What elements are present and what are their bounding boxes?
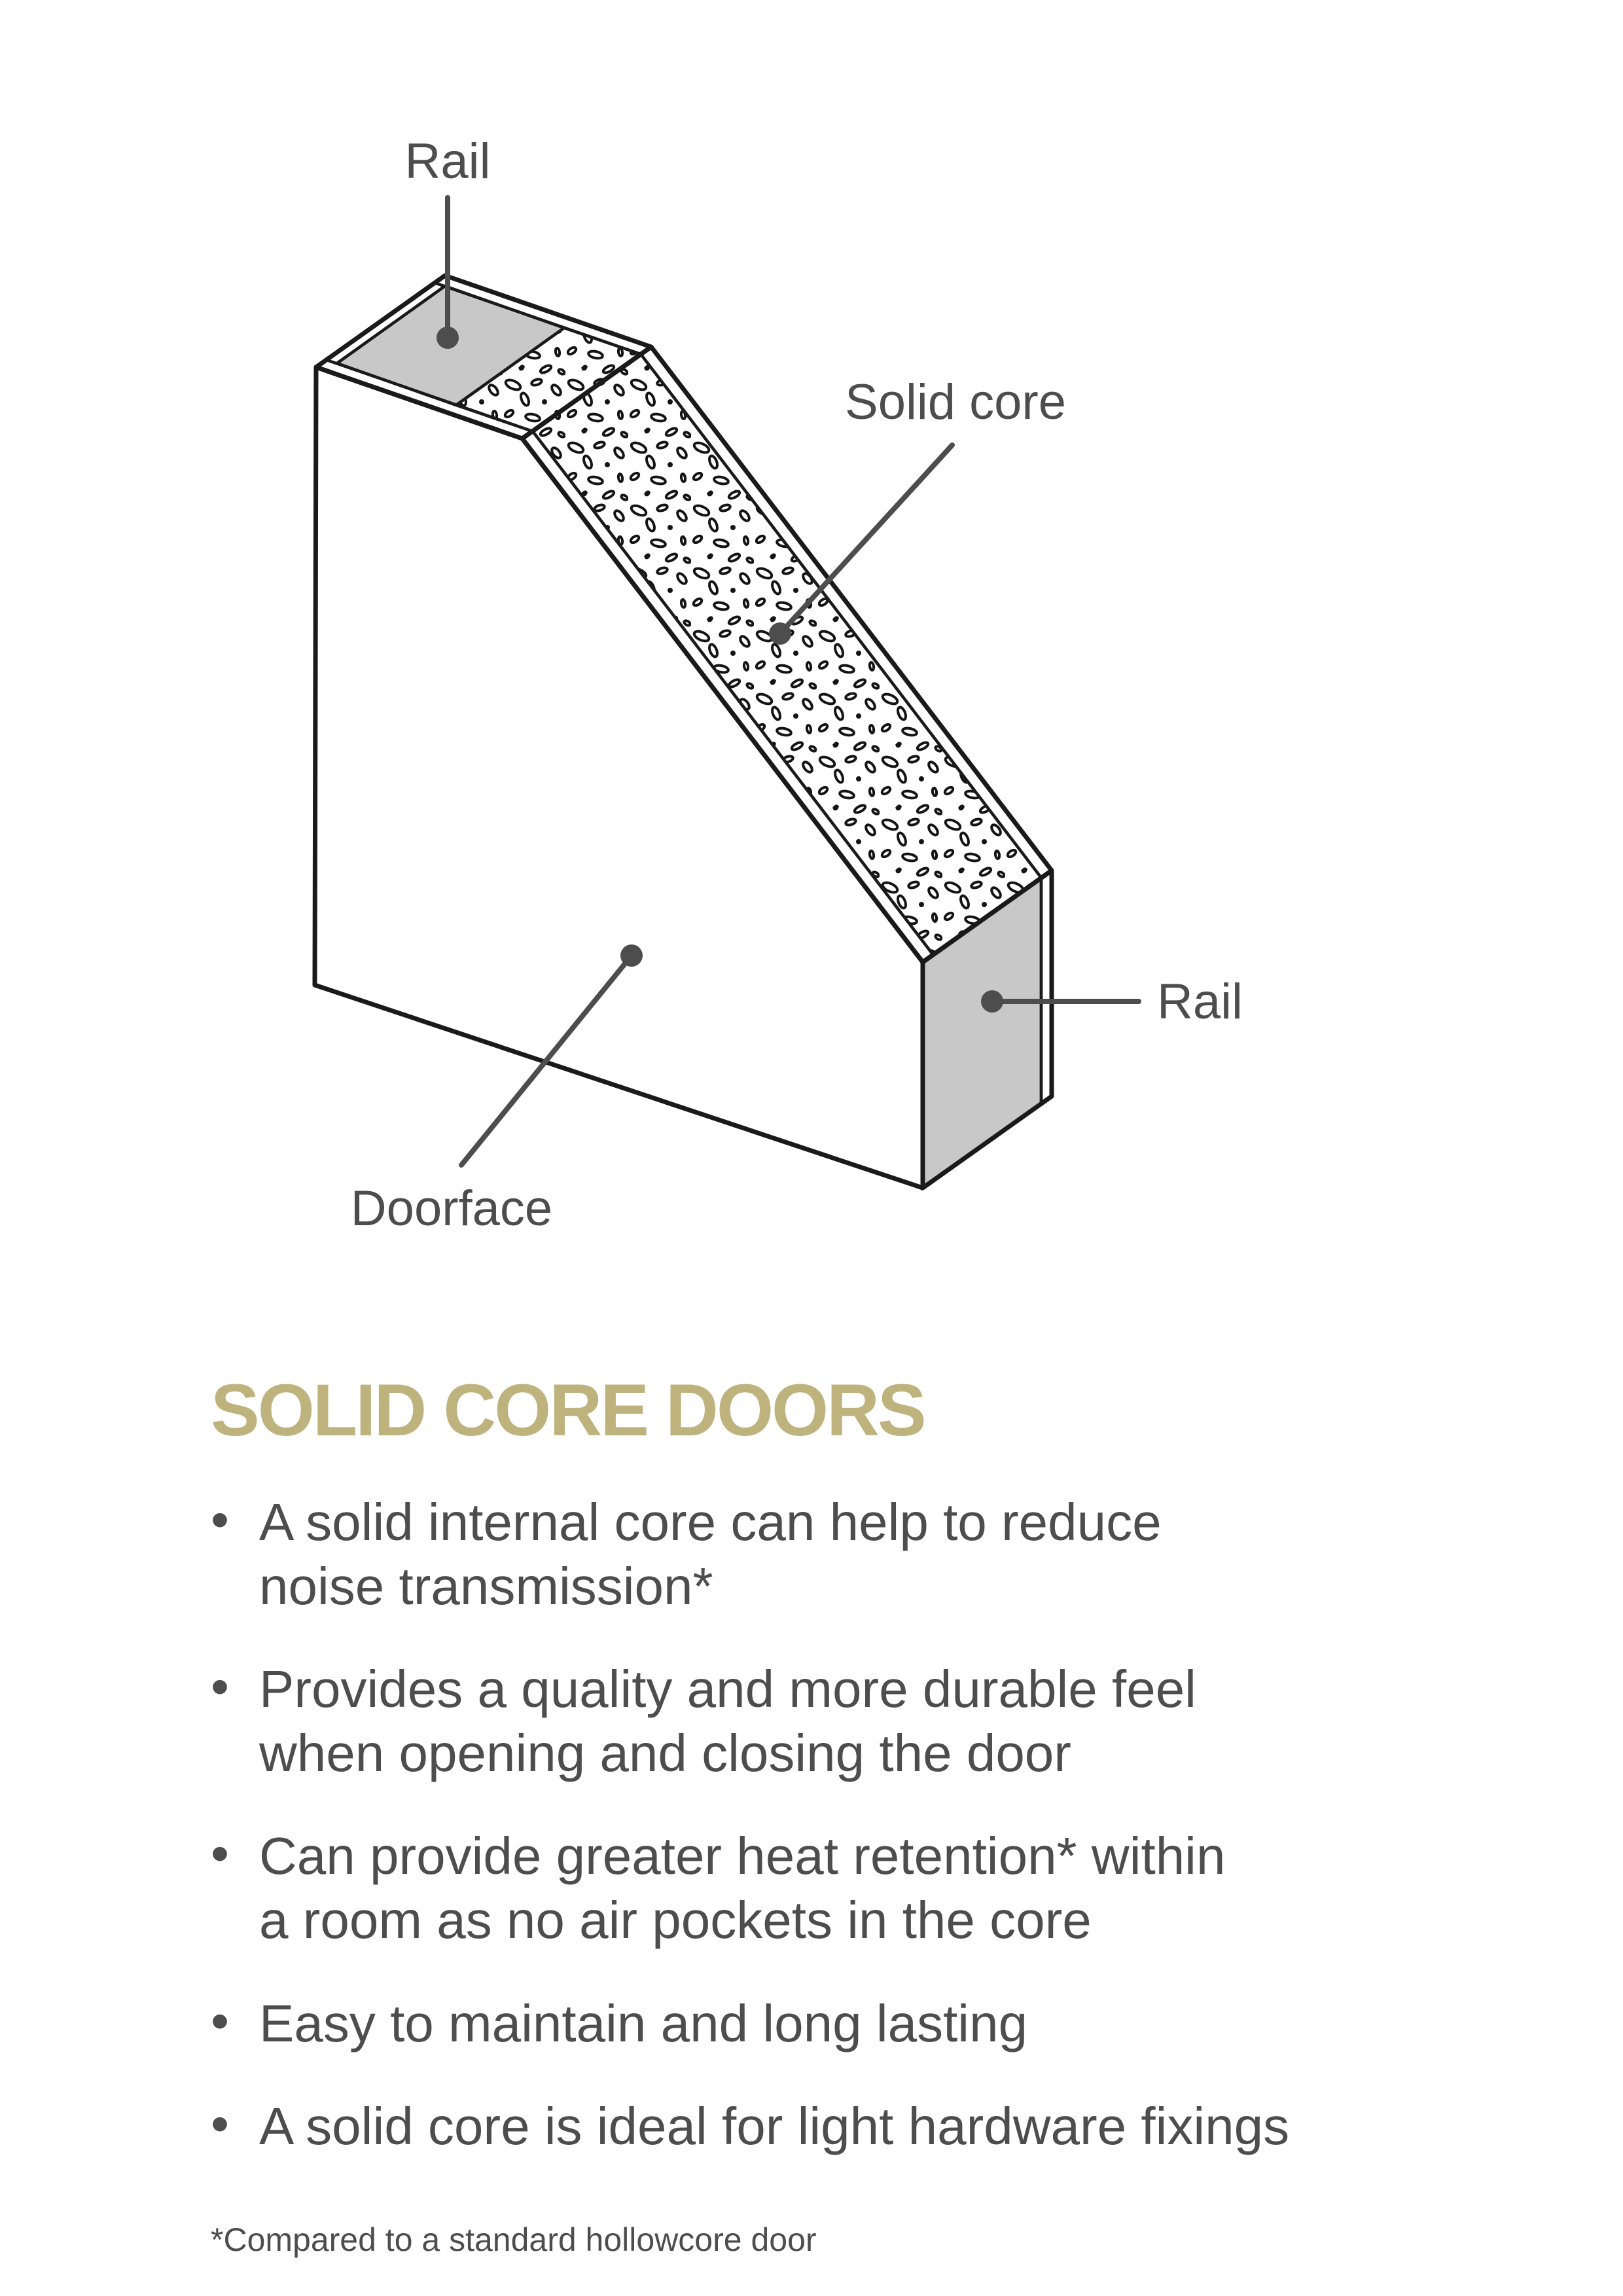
content-section (211, 1368, 1466, 2259)
solid-core-label: Solid core (845, 374, 1066, 430)
list-item (211, 1992, 1466, 2056)
solid-core-leader-dot (769, 622, 791, 645)
bullet-text-line: A solid core is ideal for light hardware fixings (259, 2097, 1290, 2156)
bullet-text-line: A solid internal core can help to reduce (259, 1493, 1162, 1551)
section-heading: SOLID CORE DOORS (211, 1369, 925, 1451)
bullet-text-line: Easy to maintain and long lasting (259, 1994, 1028, 2053)
bullet-text-line: Provides a quality and more durable feel (259, 1660, 1196, 1719)
list-item (211, 1824, 1466, 1952)
rail-top-leader-dot (437, 327, 459, 349)
list-item (211, 1657, 1466, 1785)
bullet-text-line: noise transmission* (259, 1556, 713, 1615)
list-item (211, 2094, 1466, 2159)
bullet-marker: • (211, 1824, 230, 1883)
solid-core-leader-line (780, 445, 952, 634)
bullet-text-line: a room as no air pockets in the core (259, 1890, 1092, 1949)
doorface-leader-dot (620, 944, 643, 967)
bullet-marker: • (211, 1991, 230, 2050)
bullet-marker: • (211, 2094, 230, 2153)
benefits-list (211, 1490, 1466, 2159)
list-item (211, 1490, 1466, 1618)
bullet-text-line: when opening and closing the door (259, 1723, 1071, 1782)
rail-top-label: Rail (404, 134, 491, 189)
doorface-label: Doorface (350, 1181, 553, 1236)
bullet-marker: • (211, 1657, 230, 1716)
bullet-marker: • (211, 1490, 230, 1549)
rail-right-leader-dot (981, 990, 1003, 1013)
rail-right-label: Rail (1157, 974, 1243, 1030)
bullet-text-line: Can provide greater heat retention* within (259, 1827, 1226, 1886)
footnote: *Compared to a standard hollowcore door (211, 2221, 817, 2258)
